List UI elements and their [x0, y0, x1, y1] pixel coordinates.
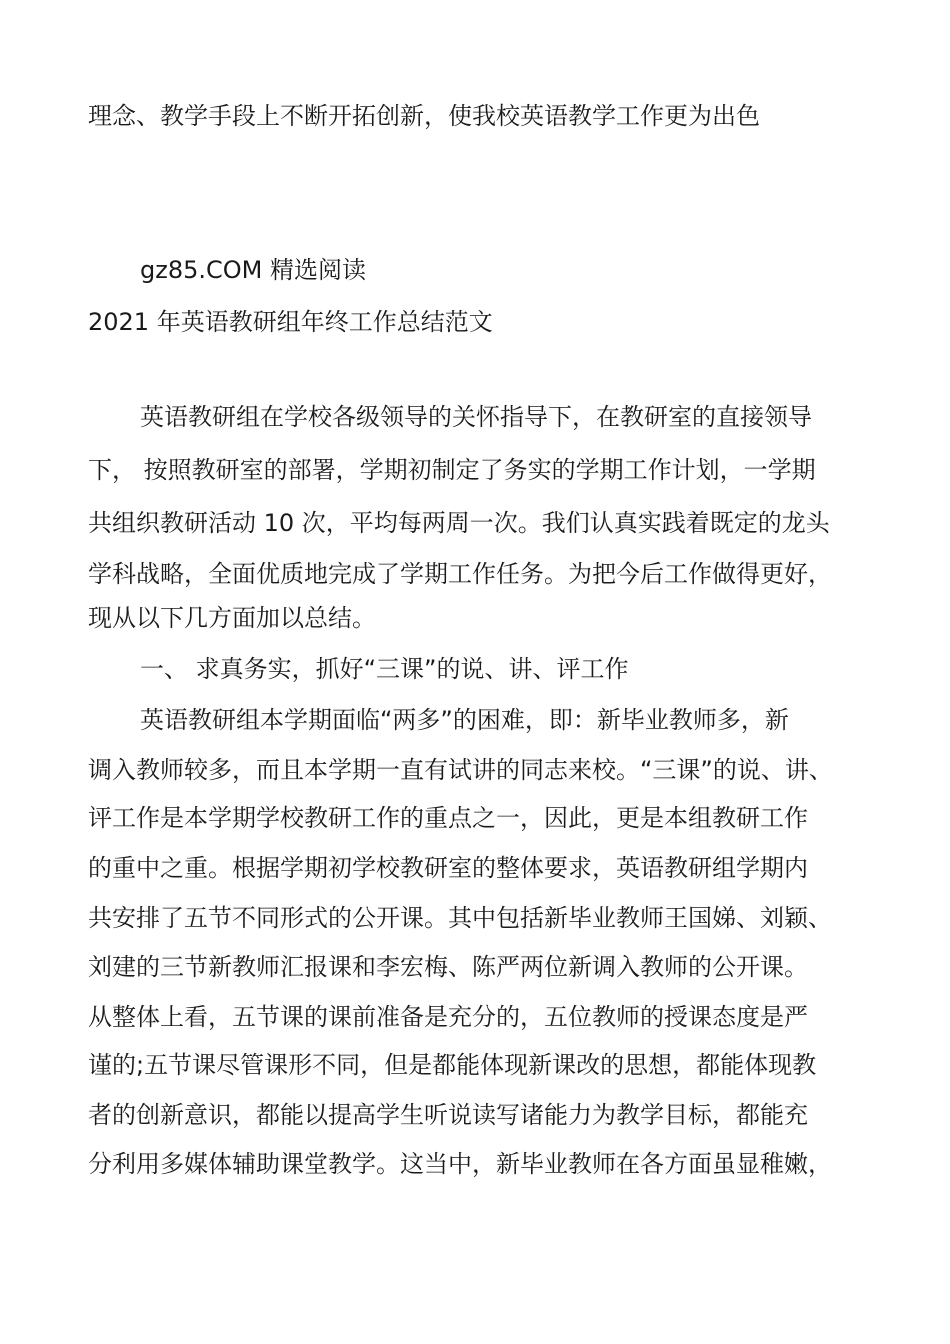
continuation-line: 理念、教学手段上不断开拓创新，使我校英语教学工作更为出色 [88, 102, 760, 130]
section-heading: 一、 求真务实，抓好“三课”的说、讲、评工作 [140, 655, 629, 683]
paragraph-line: 英语教研组在学校各级领导的关怀指导下，在教研室的直接领导 [140, 403, 812, 431]
paragraph-line: 共安排了五节不同形式的公开课。其中包括新毕业教师王国娣、刘颖、 [88, 904, 832, 932]
paragraph-line: 谨的;五节课尽管课形不同，但是都能体现新课改的思想，都能体现教 [88, 1051, 817, 1079]
paragraph-line: 调入教师较多，而且本学期一直有试讲的同志来校。“三课”的说、讲、 [88, 756, 833, 784]
paragraph-line: 分利用多媒体辅助课堂教学。这当中，新毕业教师在各方面虽显稚嫩， [88, 1150, 832, 1178]
paragraph-line: 现从以下几方面加以总结。 [88, 604, 376, 632]
article-title: 2021 年英语教研组年终工作总结范文 [88, 308, 493, 336]
paragraph-line: 刘建的三节新教师汇报课和李宏梅、陈严两位新调入教师的公开课。 [88, 953, 808, 981]
paragraph-line: 英语教研组本学期面临“两多”的困难，即：新毕业教师多，新 [140, 706, 789, 734]
paragraph-line: 学科战略，全面优质地完成了学期工作任务。为把今后工作做得更好， [88, 560, 832, 588]
paragraph-line: 的重中之重。根据学期初学校教研室的整体要求，英语教研组学期内 [88, 854, 808, 882]
paragraph-line: 从整体上看，五节课的课前准备是充分的，五位教师的授课态度是严 [88, 1003, 808, 1031]
paragraph-line: 者的创新意识，都能以提高学生听说读写诸能力为教学目标，都能充 [88, 1101, 808, 1129]
paragraph-line: 共组织教研活动 10 次，平均每两周一次。我们认真实践着既定的龙头 [88, 509, 830, 537]
recommend-label: gz85.COM 精选阅读 [140, 256, 366, 284]
paragraph-line: 下， 按照教研室的部署，学期初制定了务实的学期工作计划，一学期 [88, 456, 816, 484]
paragraph-line: 评工作是本学期学校教研工作的重点之一，因此，更是本组教研工作 [88, 804, 808, 832]
